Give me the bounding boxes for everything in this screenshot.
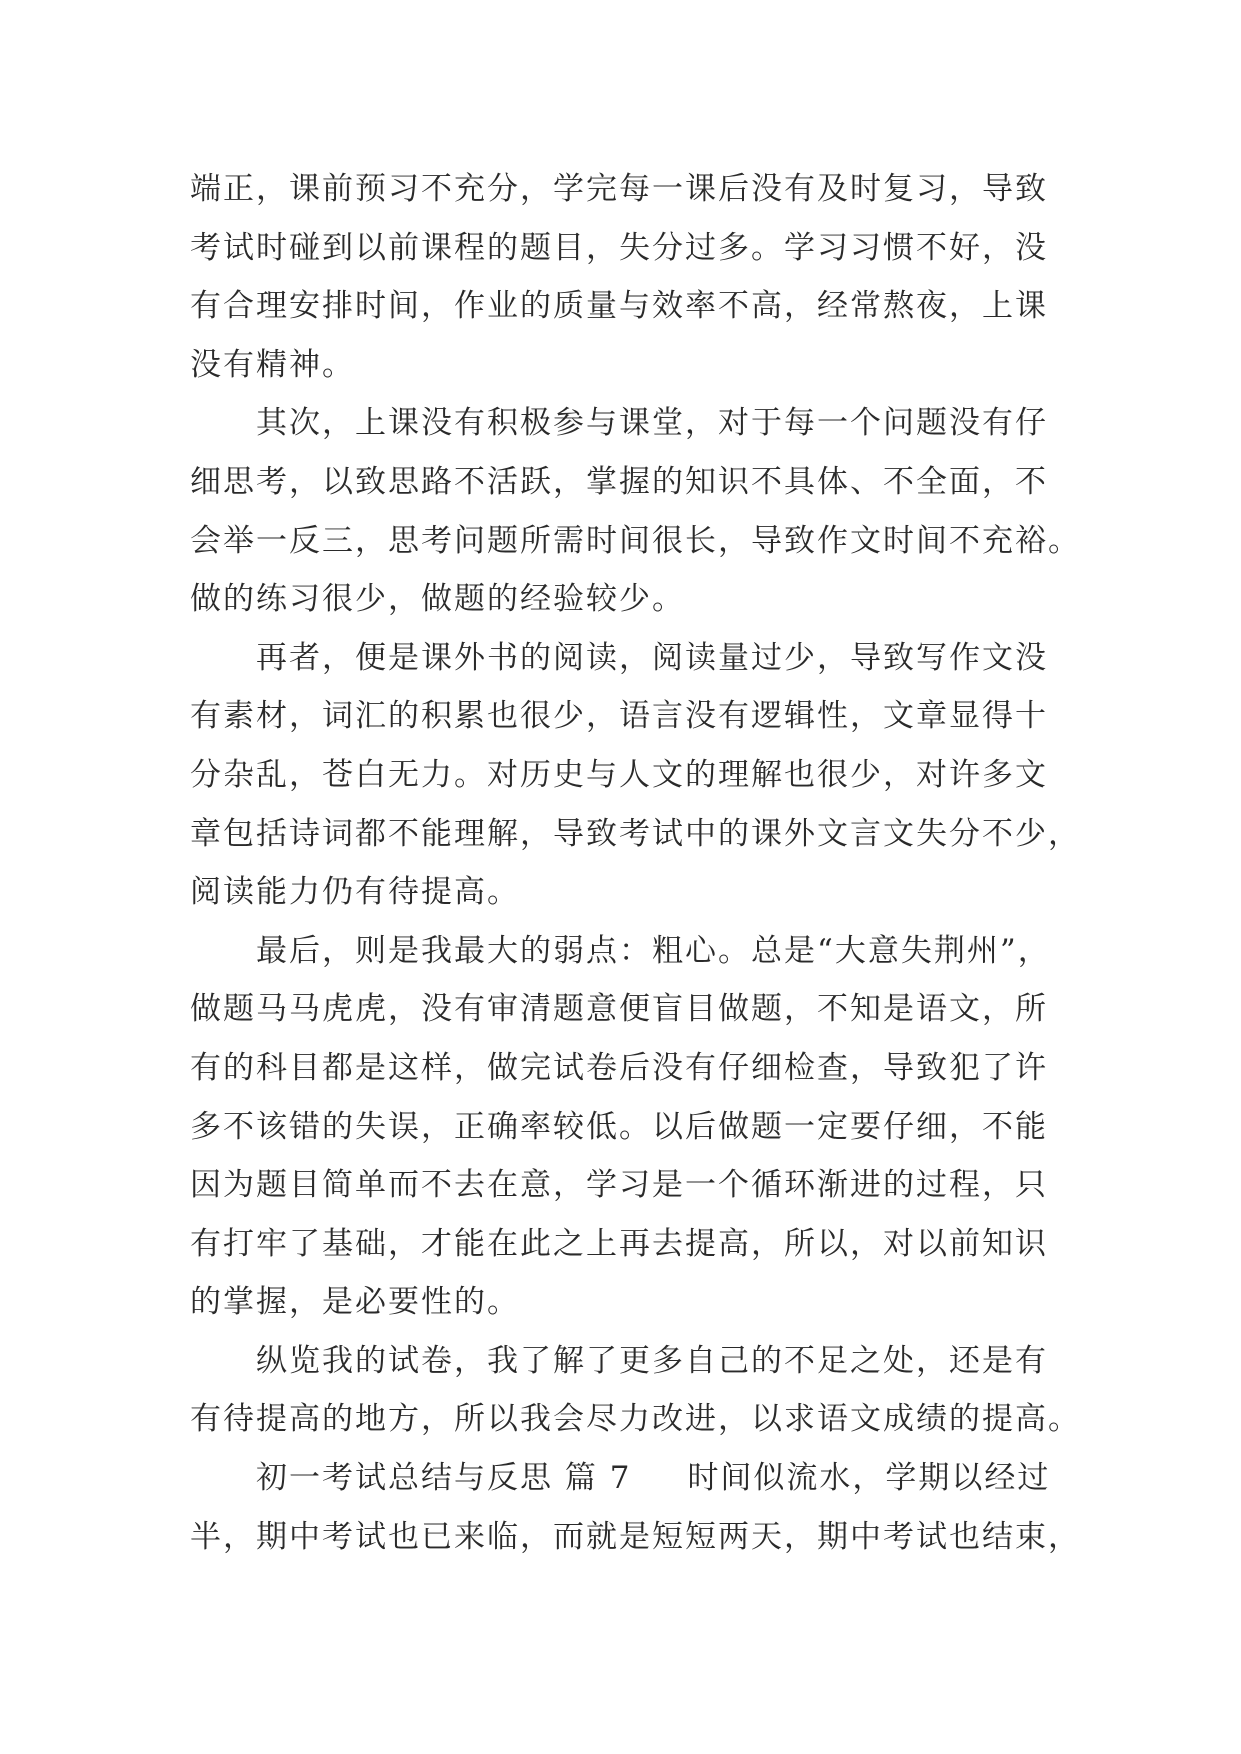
text-line: 会举一反三，思考问题所需时间很长，导致作文时间不充裕。 [190,522,1081,559]
section-heading-line [190,1449,1050,1508]
text-line: 章包括诗词都不能理解，导致考试中的课外文言文失分不少， [190,815,1081,852]
text-line: 做题马马虎虎，没有审清题意便盲目做题，不知是语文，所 [190,991,1048,1028]
text-line: 的掌握，是必要性的。 [190,1284,520,1321]
text-line: 有的科目都是这样，做完试卷后没有仔细检查，导致犯了许 [190,1049,1048,1086]
text-line: 端正，课前预习不充分，学完每一课后没有及时复习，导致 [190,171,1048,207]
text-line: 有合理安排时间，作业的质量与效率不高，经常熬夜，上课 [190,288,1048,325]
text-line: 半，期中考试也已来临，而就是短短两天，期中考试也结束， [190,1518,1081,1555]
paragraph-start-line: 纵览我的试卷，我了解了更多自己的不足之处，还是有 [256,1342,1048,1379]
text-line: 有待提高的地方，所以我会尽力改进，以求语文成绩的提高。 [190,1401,1081,1438]
paragraph-start-line: 最后，则是我最大的弱点：粗心。总是“大意失荆州”， [256,932,1051,969]
text-line: 分杂乱，苍白无力。对历史与人文的理解也很少，对许多文 [190,756,1048,793]
text-line: 有打牢了基础，才能在此之上再去提高，所以，对以前知识 [190,1225,1048,1262]
text-line: 有素材，词汇的积累也很少，语言没有逻辑性，文章显得十 [190,698,1048,735]
text-line: 因为题目简单而不去在意，学习是一个循环渐进的过程，只 [190,1167,1048,1204]
body-text [190,160,1081,1566]
text-line: 阅读能力仍有待提高。 [190,874,520,911]
section-text: 时间似流水，学期以经过 [687,1460,1051,1497]
paragraph-start-line: 其次，上课没有积极参与课堂，对于每一个问题没有仔 [256,405,1048,442]
text-line: 做的练习很少，做题的经验较少。 [190,581,685,618]
text-line: 考试时碰到以前课程的题目，失分过多。学习习惯不好，没 [190,229,1048,266]
text-line: 多不该错的失误，正确率较低。以后做题一定要仔细，不能 [190,1108,1048,1145]
paragraph-start-line: 再者，便是课外书的阅读，阅读量过少，导致写作文没 [256,639,1048,676]
text-line: 细思考，以致思路不活跃，掌握的知识不具体、不全面，不 [190,463,1048,500]
section-title: 初一考试总结与反思 篇 7 [256,1460,632,1497]
text-line: 没有精神。 [190,346,355,383]
